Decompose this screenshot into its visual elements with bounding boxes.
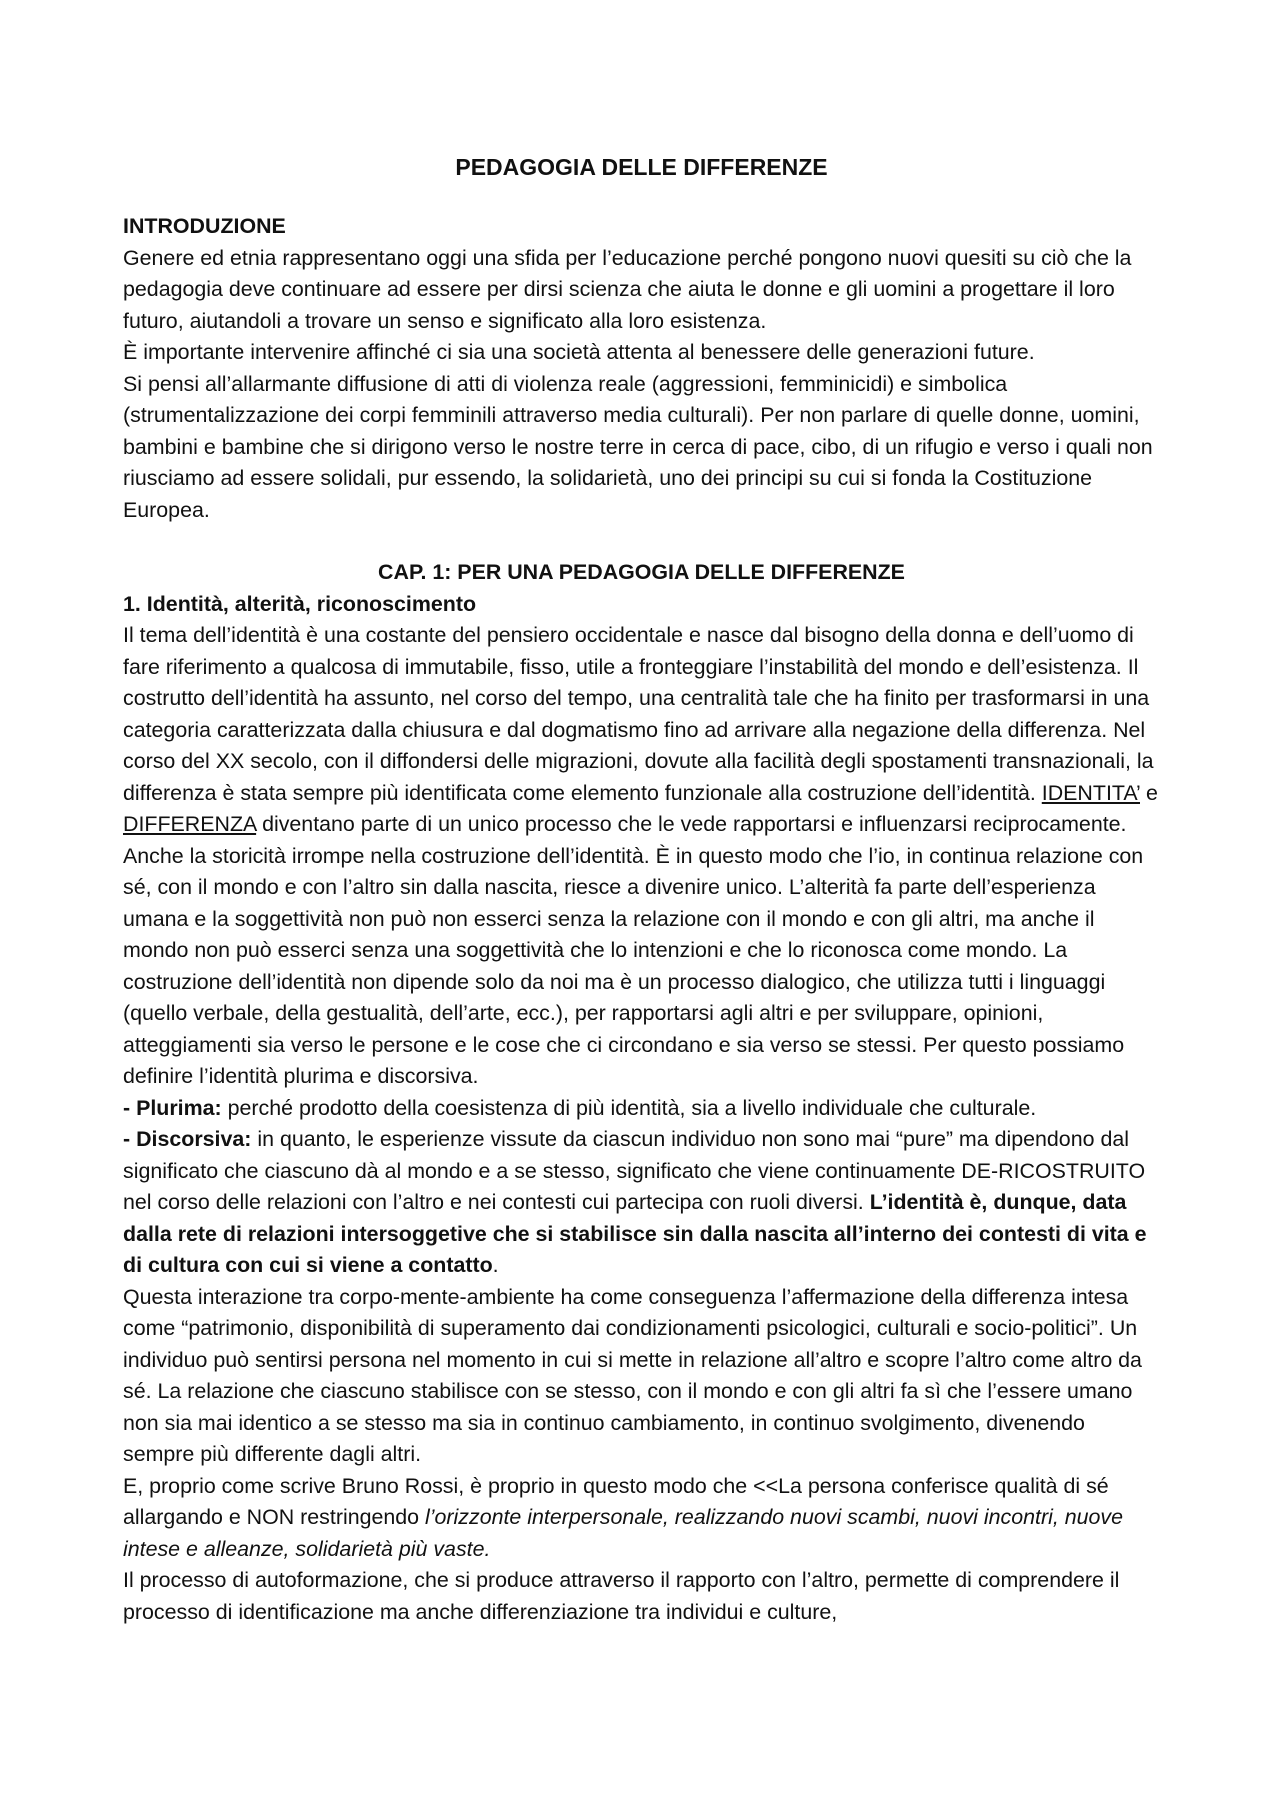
plurima-definition [123,1093,1160,1125]
intro-heading: INTRODUZIONE [123,214,286,238]
term-identita: IDENTITA’ [1041,780,1140,805]
chapter-paragraph-5: Il processo di autoformazione, che si produce attraverso il rapporto con l’altro, permette di comprendere il processo di identificazione ma anche differenziazione tra individui e culture, [123,1568,1120,1624]
term-differenza: DIFFERENZA [123,812,257,836]
chapter-paragraph-1 [123,620,1160,841]
identity-statement: L’identità è, dunque, data dalla rete di relazioni intersoggetive che si stabilisce sin dalla nascita all’interno dei contesti di vita e di cultura con cui si viene a contatto [123,1190,1147,1277]
paragraph-1-continuation: diventano parte di un unico processo che le vede rapportarsi e influenzarsi reciprocamente. [262,812,1127,836]
rossi-quote-paragraph [123,1471,1160,1566]
chapter-paragraph-3: Questa interazione tra corpo-mente-ambiente ha come conseguenza l’affermazione della differenza intesa come “patrimonio, disponibilità di superamento dai condizionamenti psicologici, culturali e socio-politici”. Un individuo può sentirsi persona nel momento in cui si mette in relazione all’altro e scopre l’altro come altro da sé. La relazione che ciascuno stabilisce con se stesso, con il mondo e con gli altri fa sì che l’essere umano non sia mai identico a se stesso ma sia in continuo cambiamento, in continuo svolgimento, divenendo sempre più differente dagli altri. [123,1284,1142,1466]
intro-paragraph-2: È importante intervenire affinché ci sia una società attenta al benessere delle generazioni future. [123,340,1035,364]
chapter-paragraph-2: Anche la storicità irrompe nella costruzione dell’identità. È in questo modo che l’io, in continua relazione con sé, con il mondo e con l’altro sin dalla nascita, riesce a divenire unico. L’alterità fa parte dell’esperienza umana e la soggettività non può non esserci senza la relazione con il mondo e con gli altri, ma anche il mondo non può esserci senza una soggettività che lo intenzioni e che lo riconosca come mondo. La costruzione dell’identità non dipende solo da noi ma è un processo dialogico, che utilizza tutti i linguaggi (quello verbale, della gestualità, dell’arte, ecc.), per rapportarsi agli altri e per sviluppare, opinioni, atteggiamenti sia verso le persone e le cose che ci circondano e sia verso se stessi. Per questo possiamo definire l’identità plurima e discorsiva. [123,843,1144,1088]
identity-statement-period: . [492,1253,499,1277]
and-word: e [1145,780,1158,805]
intro-paragraph-1: Genere ed etnia rappresentano oggi una sfida per l’educazione perché pongono nuovi quesiti su ciò che la pedagogia deve continuare ad essere per dirsi scienza che aiuta le donne e gli uomini a progettare il loro futuro, aiutandoli a trovare un senso e significato alla loro esistenza. [123,245,1132,333]
document-title: PEDAGOGIA DELLE DIFFERENZE [455,154,828,180]
plurima-text: perché prodotto della coesistenza di più identità, sia a livello individuale che culturale. [227,1095,1037,1120]
section-heading: 1. Identità, alterità, riconoscimento [123,591,477,616]
discorsiva-definition [123,1124,1160,1282]
paragraph-1-text: Il tema dell’identità è una costante del pensiero occidentale e nasce dal bisogno della donna e dell’uomo di fare riferimento a qualcosa di immutabile, fisso, utile a fronteggiare l’instabilità del mondo e dell’esistenza. Il costrutto dell’identità ha assunto, nel corso del tempo, una centralità tale che ha finito per trasformarsi in una categoria caratterizzata dalla chiusura e dal dogmatismo fino ad arrivare alla negazione della differenza. Nel corso del XX secolo, con il diffondersi delle migrazioni, dovute alla facilità degli spostamenti transnazionali, la differenza è stata sempre più identificata come elemento funzionale alla costruzione dell’identità. [123,623,1154,805]
rossi-quote-italic: l’orizzonte interpersonale, realizzando nuovi scambi, nuovi incontri, nuove intese e alleanze, solidarietà più vaste. [123,1505,1123,1561]
chapter-heading: CAP. 1: PER UNA PEDAGOGIA DELLE DIFFERENZE [378,560,905,584]
plurima-label: - Plurima: [123,1095,222,1120]
rossi-quote-intro: E, proprio come scrive Bruno Rossi, è proprio in questo modo che <<La persona conferisce qualità di sé allargando e NON restringendo [123,1473,1109,1529]
discorsiva-label: - Discorsiva: [123,1127,252,1151]
intro-paragraph-3: Si pensi all’allarmante diffusione di atti di violenza reale (aggressioni, femminicidi) e simbolica (strumentalizzazione dei corpi femminili attraverso media culturali). Per non parlare di quelle donne, uomini, bambini e bambine che si dirigono verso le nostre terre in cerca di pace, cibo, di un rifugio e verso i quali non riusciamo ad essere solidali, pur essendo, la solidarietà, uno dei principi su cui si fonda la Costituzione Europea. [123,371,1153,522]
discorsiva-text: in quanto, le esperienze vissute da ciascun individuo non sono mai “pure” ma dipendono dal significato che ciascuno dà al mondo e a se stesso, significato che viene continuamente DE-RICOSTRUITO nel corso delle relazioni con l’altro e nei contesti cui partecipa con ruoli diversi. [123,1127,1146,1214]
